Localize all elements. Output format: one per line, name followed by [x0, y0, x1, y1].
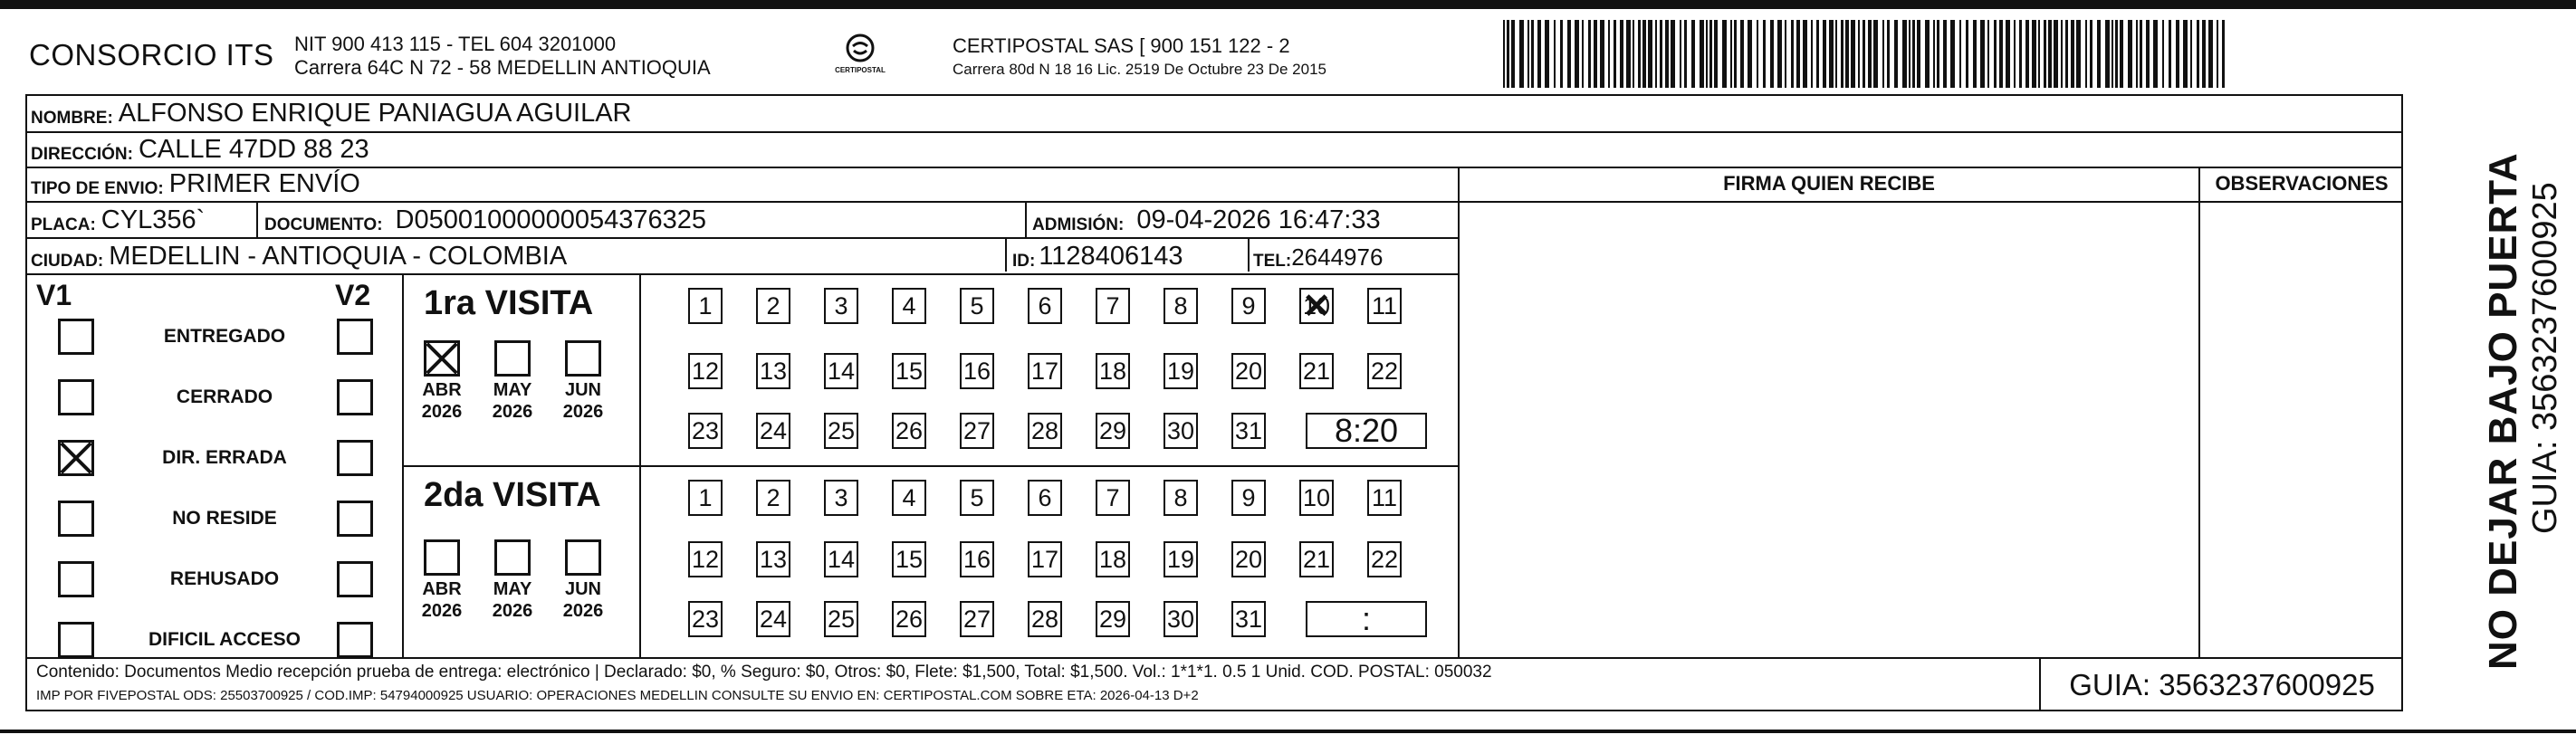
barcode-bar [1873, 20, 1878, 88]
v1-checkbox[interactable] [58, 319, 94, 355]
nombre-value: ALFONSO ENRIQUE PANIAGUA AGUILAR [118, 99, 632, 128]
v1-checkbox[interactable] [58, 440, 94, 476]
barcode-bar [1763, 20, 1766, 88]
barcode-bar [2105, 20, 2110, 88]
day-box[interactable]: 22 [1367, 353, 1402, 389]
day-box[interactable]: 24 [756, 601, 790, 637]
v2-checkbox[interactable] [337, 561, 373, 597]
year-label: 2026 [421, 601, 463, 621]
day-box[interactable]: 5 [960, 288, 994, 324]
barcode-bar [1912, 20, 1915, 88]
no-dejar-text: NO DEJAR BAJO PUERTA [2481, 152, 2525, 670]
v1-checkbox[interactable] [58, 501, 94, 537]
barcode-bar [1714, 20, 1718, 88]
barcode-bar [2217, 20, 2218, 88]
direccion-value: CALLE 47DD 88 23 [138, 135, 369, 164]
barcode-bar [1545, 20, 1549, 88]
barcode-bar [2115, 20, 2118, 88]
barcode-bar [1863, 20, 1865, 88]
barcode-bar [1537, 20, 1541, 88]
barcode-bar [1816, 20, 1819, 88]
month-label: ABR [422, 380, 462, 400]
day-box[interactable]: 1 [688, 288, 723, 324]
barcode-bar [1588, 20, 1591, 88]
month-checkbox[interactable] [424, 340, 460, 377]
day-box[interactable]: 21 [1299, 353, 1334, 389]
barcode-bar [1655, 20, 1657, 88]
barcode-bar [2120, 20, 2123, 88]
day-box[interactable]: 7 [1096, 288, 1130, 324]
admision-label: ADMISIÓN: [1032, 215, 1125, 234]
barcode-bar [2169, 20, 2171, 88]
barcode-bar [1902, 20, 1907, 88]
barcode-bar [1950, 20, 1955, 88]
guia-box: GUIA: 3563237600925 [2069, 668, 2375, 701]
barcode-bar [1959, 20, 1961, 88]
day-box[interactable]: 10 [1299, 480, 1334, 516]
barcode-bar [1973, 20, 1977, 88]
tel-value: 2644976 [1291, 243, 1384, 271]
barcode-bar [2146, 20, 2150, 88]
barcode-bar [1594, 20, 1597, 88]
day-box[interactable]: 18 [1096, 541, 1130, 577]
day-box[interactable]: 24 [756, 413, 790, 449]
documento-label: DOCUMENTO: [264, 215, 383, 234]
barcode-bar [1791, 20, 1794, 88]
admision-cell [1032, 203, 1381, 235]
day-box[interactable]: 13 [756, 541, 790, 577]
barcode-bar [1851, 20, 1855, 88]
status-label: DIR. ERRADA [162, 447, 287, 468]
barcode-bar [1943, 20, 1947, 88]
barcode-bar [2197, 20, 2199, 88]
day-box[interactable]: 31 [1231, 601, 1266, 637]
side-guia-text: GUIA: 3563237600925 [2526, 182, 2564, 534]
tipo-label: TIPO DE ENVIO: [31, 179, 164, 198]
barcode-bar [1796, 20, 1800, 88]
day-box[interactable]: 6 [1028, 288, 1062, 324]
status-label: ENTREGADO [163, 326, 286, 347]
day-box[interactable]: 14 [824, 541, 858, 577]
day-box[interactable]: 19 [1164, 353, 1198, 389]
barcode-bar [1894, 20, 1898, 88]
barcode-bar [1734, 20, 1737, 88]
day-box[interactable]: 4 [892, 480, 926, 516]
time-box[interactable]: : [1306, 601, 1427, 637]
barcode-bar [2097, 20, 2101, 88]
year-label: 2026 [562, 601, 604, 621]
direccion-label: DIRECCIÓN: [31, 145, 133, 164]
v1-checkbox[interactable] [58, 379, 94, 415]
month-label: ABR [422, 579, 462, 599]
day-box[interactable]: 11 [1367, 288, 1402, 324]
year-label: 2026 [492, 402, 533, 422]
v2-checkbox[interactable] [337, 440, 373, 476]
day-box[interactable]: 9 [1231, 288, 1266, 324]
barcode-bar [1999, 20, 2003, 88]
barcode-bar [1691, 20, 1695, 88]
barcode-bar [2025, 20, 2029, 88]
barcode-bar [1770, 20, 1774, 88]
observaciones-header: OBSERVACIONES [2215, 172, 2389, 195]
barcode-bar [2136, 20, 2138, 88]
barcode-bar [1575, 20, 1579, 88]
barcode-bar [1925, 20, 1930, 88]
imp-text: IMP POR FIVEPOSTAL ODS: 25503700925 / COD.IMP: 54794000925 USUARIO: OPERACIONES MEDELLIN CONSULTE SU ENVIO EN: CERTIPOSTAL.COM SOBRE ETA: 2026-04-13 D+2 [36, 688, 1199, 703]
day-box[interactable]: 4 [892, 288, 926, 324]
barcode-bar [1933, 20, 1935, 88]
barcode-bar [2128, 20, 2132, 88]
day-box[interactable]: 3 [824, 480, 858, 516]
day-box[interactable]: 14 [824, 353, 858, 389]
day-box[interactable]: 2 [756, 288, 790, 324]
day-box[interactable]: 13 [756, 353, 790, 389]
placa-label: PLACA: [31, 215, 96, 234]
day-box[interactable]: 29 [1096, 413, 1130, 449]
month-checkbox[interactable] [494, 539, 531, 576]
barcode [1503, 20, 2227, 88]
month-checkbox[interactable] [565, 340, 601, 377]
day-box[interactable]: 21 [1299, 541, 1334, 577]
barcode-bar [1882, 20, 1884, 88]
v2-checkbox[interactable] [337, 319, 373, 355]
day-box[interactable]: 10 ✕ [1299, 288, 1334, 324]
barcode-bar [1987, 20, 1989, 88]
status-label: DIFICIL ACCESO [148, 629, 301, 650]
barcode-bar [1633, 20, 1634, 88]
day-box[interactable]: 27 [960, 413, 994, 449]
barcode-bar [1503, 20, 1505, 88]
barcode-bar [1608, 20, 1610, 88]
tel-cell [1253, 239, 1383, 272]
barcode-bar [1887, 20, 1890, 88]
barcode-bar [2202, 20, 2206, 88]
barcode-bar [2090, 20, 2092, 88]
day-box[interactable]: 25 [824, 413, 858, 449]
company-address: Carrera 64C N 72 - 58 MEDELLIN ANTIOQUIA [294, 56, 711, 79]
year-label: 2026 [562, 402, 604, 422]
barcode-bar [1835, 20, 1837, 88]
barcode-bar [2176, 20, 2179, 88]
day-box[interactable]: 1 [688, 480, 723, 516]
barcode-bar [1567, 20, 1571, 88]
barcode-bar [1626, 20, 1631, 88]
barcode-bar [1680, 20, 1681, 88]
barcode-bar [1671, 20, 1675, 88]
barcode-bar [2071, 20, 2074, 88]
barcode-bar [1642, 20, 1646, 88]
barcode-bar [1937, 20, 1939, 88]
barcode-bar [1709, 20, 1712, 88]
certipostal-logo [833, 33, 887, 74]
barcode-bar [1531, 20, 1534, 88]
day-box[interactable]: 17 [1028, 541, 1062, 577]
company-name: CONSORCIO ITS [29, 38, 274, 72]
documento-value: D05001000000054376325 [395, 205, 707, 234]
barcode-bar [1554, 20, 1556, 88]
first-visit-title: 1ra VISITA [424, 284, 594, 322]
barcode-bar [1648, 20, 1652, 88]
time-box[interactable]: 8:20 [1306, 413, 1427, 449]
day-box[interactable]: 5 [960, 480, 994, 516]
barcode-bar [2140, 20, 2142, 88]
day-box[interactable]: 8 [1164, 480, 1198, 516]
barcode-bar [2153, 20, 2158, 88]
day-box[interactable]: 6 [1028, 480, 1062, 516]
barcode-bar [1823, 20, 1826, 88]
top-border [0, 0, 2576, 9]
barcode-bar [1858, 20, 1860, 88]
barcode-bar [2076, 20, 2081, 88]
barcode-bar [1665, 20, 1669, 88]
barcode-bar [2085, 20, 2087, 88]
barcode-bar [2032, 20, 2036, 88]
placa-row [31, 203, 205, 235]
month-label: JUN [564, 579, 601, 599]
year-label: 2026 [492, 601, 533, 621]
day-box[interactable]: 31 [1231, 413, 1266, 449]
day-box[interactable]: 2 [756, 480, 790, 516]
tel-label: TEL: [1253, 252, 1292, 271]
barcode-bar [1684, 20, 1687, 88]
id-label: ID: [1012, 252, 1036, 271]
day-box[interactable]: 20 [1231, 541, 1266, 577]
day-box[interactable]: 28 [1028, 413, 1062, 449]
day-box[interactable]: 12 [688, 353, 723, 389]
day-box[interactable]: 27 [960, 601, 994, 637]
nombre-row [31, 98, 632, 129]
barcode-bar [1660, 20, 1662, 88]
day-box[interactable]: 11 [1367, 480, 1402, 516]
day-box[interactable]: 29 [1096, 601, 1130, 637]
barcode-bar [1748, 20, 1752, 88]
logo-icon [842, 33, 878, 63]
barcode-bar [1917, 20, 1920, 88]
barcode-bar [1966, 20, 1968, 88]
day-box[interactable]: 18 [1096, 353, 1130, 389]
barcode-bar [1600, 20, 1604, 88]
v1-checkbox[interactable] [58, 561, 94, 597]
month-checkbox[interactable] [424, 539, 460, 576]
barcode-bar [2006, 20, 2010, 88]
barcode-bar [1980, 20, 1985, 88]
status-label: NO RESIDE [172, 508, 277, 529]
logo-caption: CERTIPOSTAL [835, 66, 886, 74]
placa-value: CYL356` [101, 205, 206, 234]
nombre-label: NOMBRE: [31, 109, 113, 128]
barcode-bar [1777, 20, 1782, 88]
barcode-bar [1507, 20, 1509, 88]
barcode-bar [1785, 20, 1786, 88]
barcode-bar [2038, 20, 2040, 88]
day-box[interactable]: 19 [1164, 541, 1198, 577]
barcode-bar [1757, 20, 1758, 88]
day-box[interactable]: 26 [892, 413, 926, 449]
barcode-bar [2044, 20, 2046, 88]
barcode-bar [2112, 20, 2113, 88]
day-box[interactable]: 28 [1028, 601, 1062, 637]
barcode-bar [1620, 20, 1623, 88]
v2-checkbox[interactable] [337, 622, 373, 658]
day-box[interactable]: 16 [960, 353, 994, 389]
bottom-rule [0, 730, 2576, 733]
barcode-bar [1829, 20, 1834, 88]
day-box[interactable]: 17 [1028, 353, 1062, 389]
barcode-bar [1994, 20, 1997, 88]
v2-label: V2 [335, 279, 371, 311]
barcode-bar [1511, 20, 1515, 88]
barcode-bar [2048, 20, 2052, 88]
barcode-bar [1614, 20, 1616, 88]
day-box[interactable]: 30 [1164, 413, 1198, 449]
direccion-row [31, 134, 369, 165]
barcode-bar [1706, 20, 1708, 88]
barcode-bar [1700, 20, 1704, 88]
status-label: REHUSADO [169, 568, 280, 589]
courier-name: CERTIPOSTAL SAS [ 900 151 122 - 2 [953, 34, 1290, 57]
barcode-bar [1909, 20, 1910, 88]
ciudad-value: MEDELLIN - ANTIOQUIA - COLOMBIA [109, 242, 568, 271]
month-checkbox[interactable] [565, 539, 601, 576]
day-box[interactable]: 12 [688, 541, 723, 577]
barcode-bar [1803, 20, 1807, 88]
barcode-bar [1560, 20, 1563, 88]
day-box[interactable]: 9 [1231, 480, 1266, 516]
barcode-bar [1868, 20, 1872, 88]
year-label: 2026 [421, 402, 463, 422]
barcode-bar [1740, 20, 1744, 88]
second-visit-title: 2da VISITA [424, 476, 601, 514]
v1-label: V1 [36, 279, 72, 311]
barcode-bar [2208, 20, 2213, 88]
barcode-bar [1638, 20, 1641, 88]
tipo-row [31, 168, 360, 199]
day-box[interactable]: 23 [688, 413, 723, 449]
firma-header: FIRMA QUIEN RECIBE [1723, 172, 1935, 195]
barcode-bar [1527, 20, 1529, 88]
barcode-bar [2162, 20, 2164, 88]
v2-checkbox[interactable] [337, 379, 373, 415]
month-label: MAY [493, 579, 532, 599]
company-nit: NIT 900 413 115 - TEL 604 3201000 [294, 33, 617, 55]
status-label: CERRADO [176, 386, 273, 407]
id-value: 1128406143 [1039, 242, 1183, 271]
day-box[interactable]: 15 [892, 541, 926, 577]
day-box[interactable]: 23 [688, 601, 723, 637]
barcode-bar [2019, 20, 2022, 88]
barcode-bar [2014, 20, 2016, 88]
barcode-bar [1519, 20, 1524, 88]
barcode-bar [2190, 20, 2192, 88]
barcode-bar [1845, 20, 1849, 88]
barcode-bar [1730, 20, 1732, 88]
v1-checkbox[interactable] [58, 622, 94, 658]
courier-address: Carrera 80d N 18 16 Lic. 2519 De Octubre 23 De 2015 [953, 61, 1326, 78]
day-box[interactable]: 20 [1231, 353, 1266, 389]
barcode-bar [1841, 20, 1843, 88]
barcode-bar [1582, 20, 1584, 88]
month-label: MAY [493, 380, 532, 400]
day-box[interactable]: 8 [1164, 288, 1198, 324]
barcode-bar [2054, 20, 2058, 88]
barcode-bar [2061, 20, 2063, 88]
day-box[interactable]: 7 [1096, 480, 1130, 516]
ciudad-label: CIUDAD: [31, 252, 104, 271]
day-box[interactable]: 15 [892, 353, 926, 389]
tipo-value: PRIMER ENVÍO [168, 169, 360, 198]
barcode-bar [1722, 20, 1727, 88]
month-checkbox[interactable] [494, 340, 531, 377]
day-box[interactable]: 22 [1367, 541, 1402, 577]
day-box[interactable]: 3 [824, 288, 858, 324]
v2-checkbox[interactable] [337, 501, 373, 537]
ciudad-row [31, 239, 567, 272]
barcode-bar [2222, 20, 2225, 88]
barcode-bar [2183, 20, 2188, 88]
barcode-bar [2065, 20, 2068, 88]
month-label: JUN [564, 380, 601, 400]
admision-value: 09-04-2026 16:47:33 [1136, 205, 1381, 234]
side-vertical-text [2481, 18, 2565, 670]
day-box[interactable]: 26 [892, 601, 926, 637]
id-cell [1012, 239, 1183, 272]
day-box[interactable]: 30 [1164, 601, 1198, 637]
barcode-bar [1811, 20, 1813, 88]
day-box[interactable]: 25 [824, 601, 858, 637]
documento-cell [264, 203, 706, 235]
day-box[interactable]: 16 [960, 541, 994, 577]
contenido-text: Contenido: Documentos Medio recepción prueba de entrega: electrónico | Declarado: $0, % Seguro: $0, Otros: $0, Flete: $1,500, Total: $1,500. Vol.: 1*1*1. 0.5 1 Unid. COD. POSTAL: 050032 [36, 663, 1492, 682]
